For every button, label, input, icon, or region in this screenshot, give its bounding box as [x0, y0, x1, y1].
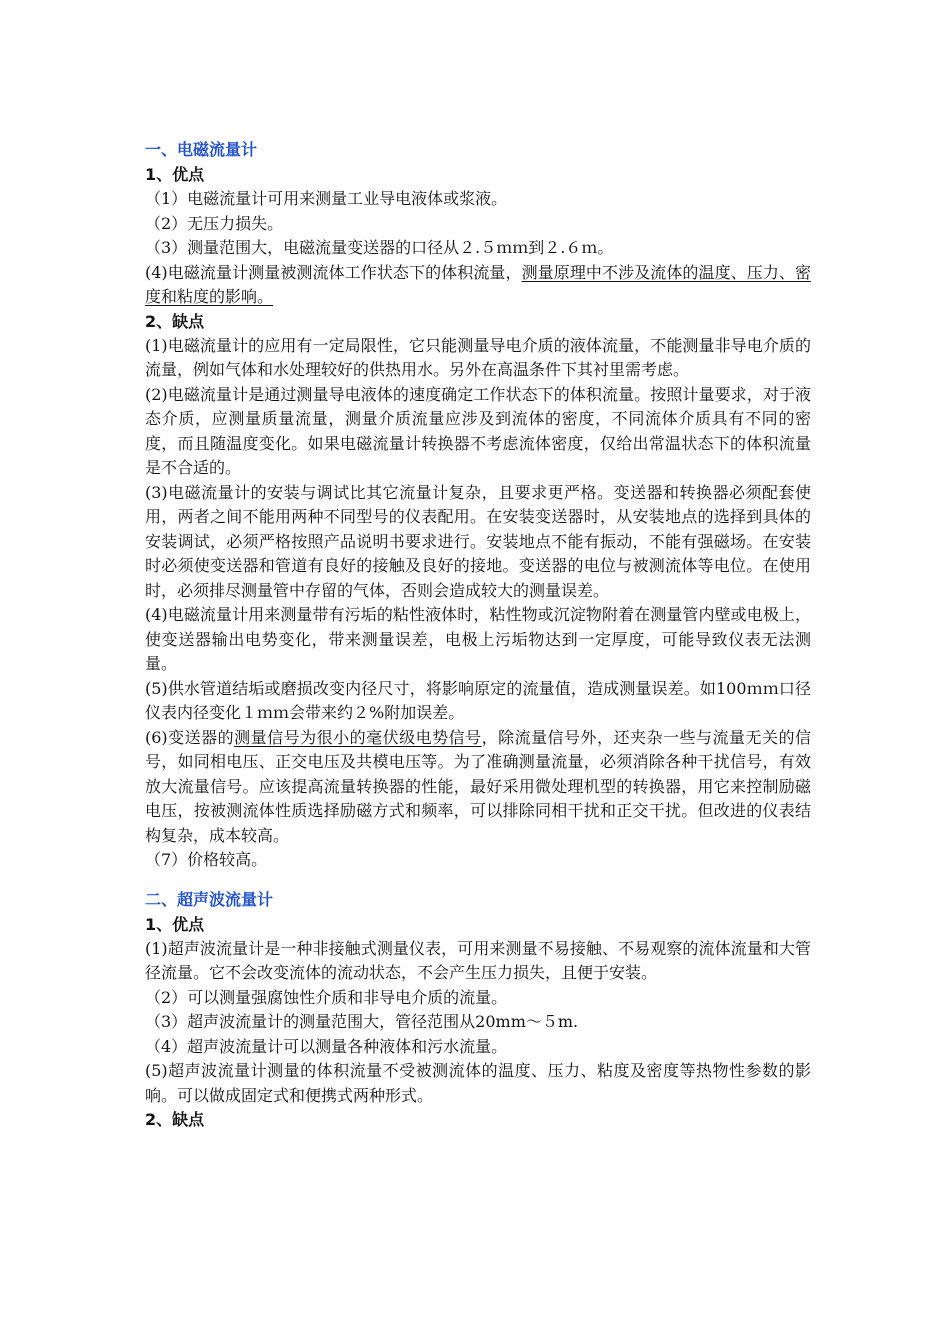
item-text: （3）超声波流量计的测量范围大，管径范围从20mm～５m.	[145, 1012, 579, 1031]
item-text: （3）测量范围大，电磁流量变送器的口径从２.５ｍｍ到２.６ｍ。	[145, 238, 614, 257]
item-text: （2）无压力损失。	[145, 213, 284, 233]
advantage-item	[145, 1059, 811, 1108]
advantage-item	[145, 986, 811, 1011]
item-text: （7）价格较高。	[145, 850, 268, 869]
document-page	[145, 137, 811, 1132]
disadvantage-item	[145, 334, 811, 383]
disadvantage-item	[145, 603, 811, 677]
disadvantage-item	[145, 677, 811, 726]
section-title: 一、电磁流量计	[145, 140, 258, 159]
disadvantages-heading: 2、缺点	[145, 311, 205, 331]
disadvantages-heading: 2、缺点	[145, 1110, 205, 1129]
section-spacer	[145, 873, 811, 887]
advantage-item	[145, 261, 811, 310]
item-text: (3)电磁流量计的安装与调试比其它流量计复杂，且要求更严格。变送器和转换器必须配套使用，两者之间不能用两种不同型号的仪表配用。在安装变送器时，从安装地点的选择到具体的安装调试，必须严格按照产品说明书要求进行。安装地点不能有振动，不能有强磁场。在安装时必须使变送器和管道有良好的接触及良好的接地。变送器的电位与被测流体等电位。在使用时，必须排尽测量管中存留的气体，否则会造成较大的测量误差。	[145, 482, 811, 600]
item-text-continued: ，除流量信号外，还夹杂一些与流量无关的信号，如同相电压、正交电压及共模电压等。为了准确测量流量，必须消除各种干扰信号，有效放大流量信号。应该提高流量转换器的性能，最好采用微处理机型的转换器，用它来控制励磁电压，按被测流体性质选择励磁方式和频率，可以排除同相干扰和正交干扰。但改进的仪表结构复杂，成本较高。	[145, 727, 811, 845]
disadvantage-item	[145, 481, 811, 604]
underlined-text: 测量原理中不涉及流体的温度、压力、密度和粘度的影响。	[145, 262, 811, 306]
advantages-heading: 1、优点	[145, 914, 205, 934]
item-text: (4)电磁流量计测量被测流体工作状态下的体积流量，	[145, 262, 522, 282]
item-text: (1)超声波流量计是一种非接触式测量仪表，可用来测量不易接触、不易观察的流体流量和大管径流量。它不会改变流体的流动状态，不会产生压力损失，且便于安装。	[145, 938, 811, 982]
section-title: 二、超声波流量计	[145, 889, 274, 909]
item-text: (4)电磁流量计用来测量带有污垢的粘性液体时，粘性物或沉淀物附着在测量管内壁或电极上，使变送器输出电势变化，带来测量误差，电极上污垢物达到一定厚度，可能导致仪表无法测量。	[145, 605, 811, 673]
item-text: (5)超声波流量计测量的体积流量不受被测流体的温度、压力、粘度及密度等热物性参数的影响。可以做成固定式和便携式两种形式。	[145, 1061, 811, 1105]
advantage-item	[145, 1010, 811, 1035]
item-text: （2）可以测量强腐蚀性介质和非导电介质的流量。	[145, 987, 508, 1007]
disadvantage-item	[145, 383, 811, 481]
item-text: (5)供水管道结垢或磨损改变内径尺寸，将影响原定的流量值，造成测量误差。如100ｍｍ口径仪表内径变化１ｍｍ会带来约２%附加误差。	[145, 678, 811, 722]
advantage-item	[145, 937, 811, 986]
item-text: （4）超声波流量计可以测量各种液体和污水流量。	[145, 1036, 508, 1056]
advantage-item	[145, 212, 811, 237]
advantage-item	[145, 187, 811, 212]
advantage-item	[145, 1035, 811, 1060]
item-text: （1）电磁流量计可用来测量工业导电液体或浆液。	[145, 189, 508, 208]
disadvantage-item	[145, 726, 811, 849]
advantages-heading: 1、优点	[145, 165, 205, 184]
advantage-item	[145, 236, 811, 261]
underlined-text: 测量信号为很小的毫伏级电势信号	[234, 727, 482, 747]
disadvantage-item	[145, 848, 811, 873]
item-text: (6)变送器的	[145, 727, 235, 747]
item-text: (1)电磁流量计的应用有一定局限性，它只能测量导电介质的液体流量，不能测量非导电介质的流量，例如气体和水处理较好的供热用水。另外在高温条件下其衬里需考虑。	[145, 335, 811, 379]
item-text: (2)电磁流量计是通过测量导电液体的速度确定工作状态下的体积流量。按照计量要求，对于液态介质，应测量质量流量，测量介质流量应涉及到流体的密度，不同流体介质具有不同的密度，而且随温度变化。如果电磁流量计转换器不考虑流体密度，仅给出常温状态下的体积流量是不合适的。	[145, 384, 811, 477]
